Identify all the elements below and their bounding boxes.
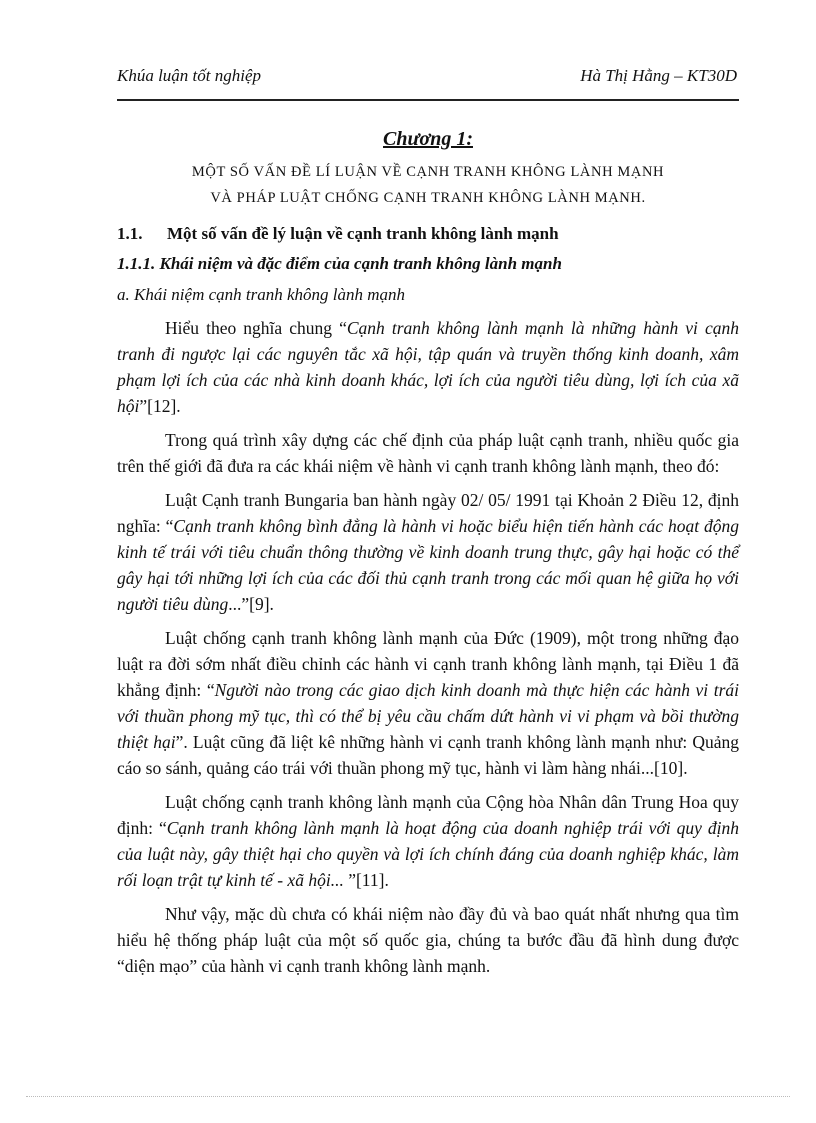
paragraph-1-lead: Hiểu theo nghĩa chung “ (165, 318, 347, 338)
footer-divider (26, 1096, 790, 1097)
paragraph-1-quote: Cạnh tranh không lành mạnh là những hành vi cạnh tranh đi ngược lại các nguyên tắc xã hội, tập quán và truyền thống kinh doanh, xâm phạm lợi ích của các nhà kinh doanh khác, lợi ích của người tiêu dùng, lợi ích của xã hội (117, 318, 739, 416)
paragraph-4-quote: Người nào trong các giao dịch kinh doanh mà thực hiện các hành vi trái với thuần phong mỹ tục, thì có thể bị yêu cầu chấm dứt hành vi vi phạm và bồi thường thiệt hại (117, 680, 739, 752)
page-header (117, 66, 739, 92)
page-body (117, 128, 739, 987)
paragraph-3-lead: Luật Cạnh tranh Bungaria ban hành ngày 02/ 05/ 1991 tại Khoản 2 Điều 12, định nghĩa: “ (117, 490, 739, 536)
paragraph-3-quote: Cạnh tranh không bình đẳng là hành vi hoặc biểu hiện tiến hành các hoạt động kinh tế trái với tiêu chuẩn thông thường về kinh doanh trung thực, gây hại hoặc có thể gây hại tới những lợi ích của các đối thủ cạnh tranh trong các mối quan hệ giữa họ với người tiêu dùng (117, 516, 739, 614)
chapter-title-line-2: VÀ PHÁP LUẬT CHỐNG CẠNH TRANH KHÔNG LÀNH MẠNH. (210, 190, 646, 206)
subsection-heading: 1.1.1. Khái niệm và đặc điểm của cạnh tranh không lành mạnh (117, 254, 562, 273)
subsubsection-heading: a. Khái niệm cạnh tranh không lành mạnh (117, 285, 406, 304)
section-number: 1.1. (117, 224, 143, 243)
paragraph-2: Trong quá trình xây dựng các chế định của pháp luật cạnh tranh, nhiều quốc gia trên thế giới đã đưa ra các khái niệm về hành vi cạnh tranh không lành mạnh, theo đó: (117, 430, 739, 476)
header-divider (117, 99, 739, 101)
paragraph-4-lead: Luật chống cạnh tranh không lành mạnh của Đức (1909), một trong những đạo luật ra đời sớm nhất điều chỉnh các hành vi cạnh tranh không lành mạnh, tại Điều 1 đã khẳng định: “ (117, 628, 739, 700)
thesis-label: Khúa luận tốt nghiệp (117, 66, 262, 85)
paragraph-1 (117, 315, 739, 419)
chapter-label: Chương 1: (383, 128, 473, 150)
paragraph-5-quote: Cạnh tranh không lành mạnh là hoạt động của doanh nghiệp trái với quy định của luật này, gây thiệt hại cho quyền và lợi ích chính đáng của doanh nghiệp khác, làm rối loạn trật tự kinh tế - xã hội... (117, 818, 739, 890)
paragraph-5 (117, 789, 739, 893)
paragraph-4-tail: ”. Luật cũng đã liệt kê những hành vi cạnh tranh không lành mạnh như: Quảng cáo so sánh, quảng cáo trái với thuần phong mỹ tục, hành vi làm hàng nhái...[10]. (117, 732, 739, 778)
paragraph-3 (117, 487, 739, 617)
author-label: Hà Thị Hằng – KT30D (580, 66, 737, 85)
paragraph-6: Như vậy, mặc dù chưa có khái niệm nào đầy đủ và bao quát nhất nhưng qua tìm hiểu hệ thống pháp luật của một số quốc gia, chúng ta bước đầu đã hình dung được “diện mạo” của hành vi cạnh tranh không lành mạnh. (117, 904, 739, 976)
paragraph-1-tail: ”[12]. (139, 396, 181, 416)
paragraph-4 (117, 625, 739, 781)
paragraph-3-tail: ...”[9]. (228, 594, 274, 614)
paragraph-5-tail: ”[11]. (343, 870, 389, 890)
section-title: Một số vấn đề lý luận về cạnh tranh không lành mạnh (167, 224, 559, 243)
chapter-title-line-1: MỘT SỐ VẤN ĐỀ LÍ LUẬN VỀ CẠNH TRANH KHÔNG LÀNH MẠNH (191, 164, 665, 180)
section-heading (117, 219, 739, 249)
paragraph-5-lead: Luật chống cạnh tranh không lành mạnh của Cộng hòa Nhân dân Trung Hoa quy định: “ (117, 792, 739, 838)
